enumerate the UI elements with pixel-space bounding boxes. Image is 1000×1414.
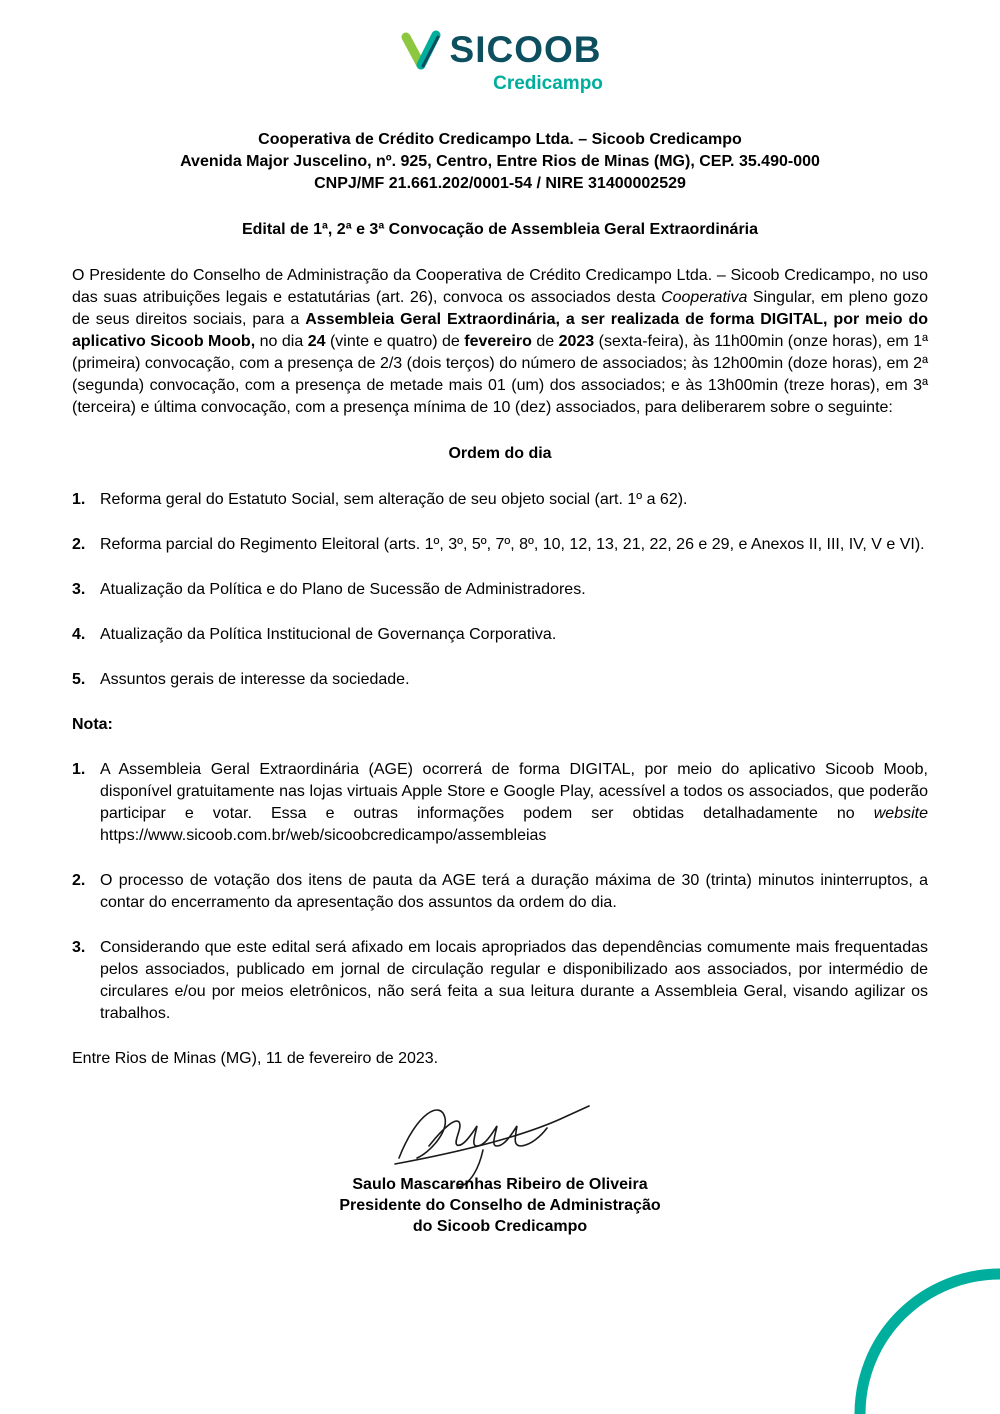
signature-block: [72, 1096, 928, 1237]
intro-segment: de: [531, 333, 559, 350]
logo-row: [399, 28, 602, 72]
agenda-item-number: 5.: [72, 671, 86, 688]
agenda-item-text: Assuntos gerais de interesse da sociedade.: [100, 671, 410, 688]
note-item-text: [100, 759, 928, 847]
intro-segment: (vinte e quatro) de: [325, 333, 465, 350]
intro-segment: no dia: [255, 333, 308, 350]
note-item-number: 1.: [72, 761, 86, 778]
logo: [72, 28, 928, 95]
agenda-item-text: Atualização da Política e do Plano de Sucessão de Administradores.: [100, 581, 586, 598]
agenda-item: [72, 624, 928, 646]
company-address: Avenida Major Juscelino, nº. 925, Centro, Entre Rios de Minas (MG), CEP. 35.490-000: [180, 153, 820, 170]
agenda-item-number: 3.: [72, 581, 86, 598]
agenda-heading: Ordem do dia: [448, 445, 552, 462]
agenda-item-number: 4.: [72, 626, 86, 643]
intro-segment-bold: Assembleia Geral Extraordinária, a ser realizada de forma DIGITAL, por meio do aplicativo Sicoob Moob,: [72, 311, 929, 350]
note-segment-url: https://www.sicoob.com.br/web/sicoobcredicampo/assembleias: [100, 827, 547, 844]
note-item: [72, 937, 928, 1025]
signer-role-line1: Presidente do Conselho de Administração: [339, 1197, 661, 1214]
subbrand-name: Credicampo: [493, 73, 603, 94]
agenda-item-text: Reforma geral do Estatuto Social, sem alteração de seu objeto social (art. 1º a 62).: [100, 491, 688, 508]
sicoob-logo-icon: [399, 28, 443, 72]
note-item-number: 2.: [72, 872, 86, 889]
intro-segment-italic: Cooperativa: [661, 289, 748, 306]
agenda-item: [72, 489, 928, 511]
agenda-item-number: 2.: [72, 536, 86, 553]
agenda-item-text: Atualização da Política Institucional de Governança Corporativa.: [100, 626, 557, 643]
document-title: Edital de 1ª, 2ª e 3ª Convocação de Assembleia Geral Extraordinária: [241, 221, 759, 238]
note-segment: Considerando que este edital será afixado em locais apropriados das dependências comumente mais frequentadas pelos associados, publicado em jornal de circulação regular e disponibilizado aos associados, por intermédio de circulares e/ou por meios eletrônicos, não será feita a sua leitura durante a Assembleia Geral, visando agilizar os trabalhos.: [100, 939, 928, 1022]
brand-name: SICOOB: [449, 29, 602, 70]
note-item: [72, 870, 928, 914]
intro-paragraph: [72, 265, 928, 419]
company-header: [72, 129, 928, 195]
intro-segment: (sexta-feira), às 11h00min (onze horas), em 1ª (primeira) convocação, com a presença de 2/3 (dois terços) do número de associados; às 12h00min (doze horas), em 2ª (segunda) convocação, com a presença de metade mais 01 (um) dos associados; e às 13h00min (treze horas), em 3ª (terceira) e última convocação, com a presença mínima de 10 (dez) associados, para deliberarem sobre o seguinte:: [72, 333, 929, 416]
company-registration: CNPJ/MF 21.661.202/0001-54 / NIRE 31400002529: [314, 175, 686, 192]
note-item-text: [100, 937, 928, 1025]
note-item-text: [100, 870, 928, 914]
intro-segment: O Presidente do Conselho de Administração da Cooperativa de Crédito Credicampo Ltda. – Sicoob Credicampo, no uso das suas atribuições legais e estatutárias (art. 26), convoca os associados desta: [72, 267, 928, 306]
agenda-item-number: 1.: [72, 491, 86, 508]
signer-role-line2: do Sicoob Credicampo: [412, 1218, 588, 1235]
agenda-item: [72, 579, 928, 601]
agenda-item: [72, 534, 928, 556]
note-segment: O processo de votação dos itens de pauta da AGE terá a duração máxima de 30 (trinta) minutos ininterruptos, a contar do encerramento da apresentação dos assuntos da ordem do dia.: [100, 872, 928, 911]
intro-segment-bold: fevereiro: [464, 333, 532, 350]
agenda-list: [72, 489, 928, 691]
intro-segment: Singular, em pleno gozo de seus direitos sociais, para a: [72, 289, 929, 328]
note-item-number: 3.: [72, 939, 86, 956]
corner-swoosh-decoration: [840, 1240, 1000, 1414]
signer-name: Saulo Mascarenhas Ribeiro de Oliveira: [352, 1176, 648, 1193]
agenda-item: [72, 669, 928, 691]
notes-heading: Nota:: [72, 716, 113, 733]
agenda-item-text: Reforma parcial do Regimento Eleitoral (arts. 1º, 3º, 5º, 7º, 8º, 10, 12, 13, 21, 22, 26 e 29, e Anexos II, III, IV, V e VI).: [100, 536, 925, 553]
notes-list: [72, 759, 928, 1025]
intro-segment-bold: 24: [307, 333, 326, 350]
note-item: [72, 759, 928, 847]
note-segment-italic: website: [873, 805, 928, 822]
dateline: Entre Rios de Minas (MG), 11 de fevereiro de 2023.: [72, 1050, 439, 1067]
intro-segment-bold: 2023: [558, 333, 595, 350]
note-segment: A Assembleia Geral Extraordinária (AGE) ocorrerá de forma DIGITAL, por meio do aplicativo Sicoob Moob, disponível gratuitamente nas lojas virtuais Apple Store e Google Play, acessível a todos os associados, que poderão participar e votar. Essa e outras informações podem ser obtidas detalhadamente no: [100, 761, 928, 822]
company-name: Cooperativa de Crédito Credicampo Ltda. – Sicoob Credicampo: [258, 131, 742, 148]
